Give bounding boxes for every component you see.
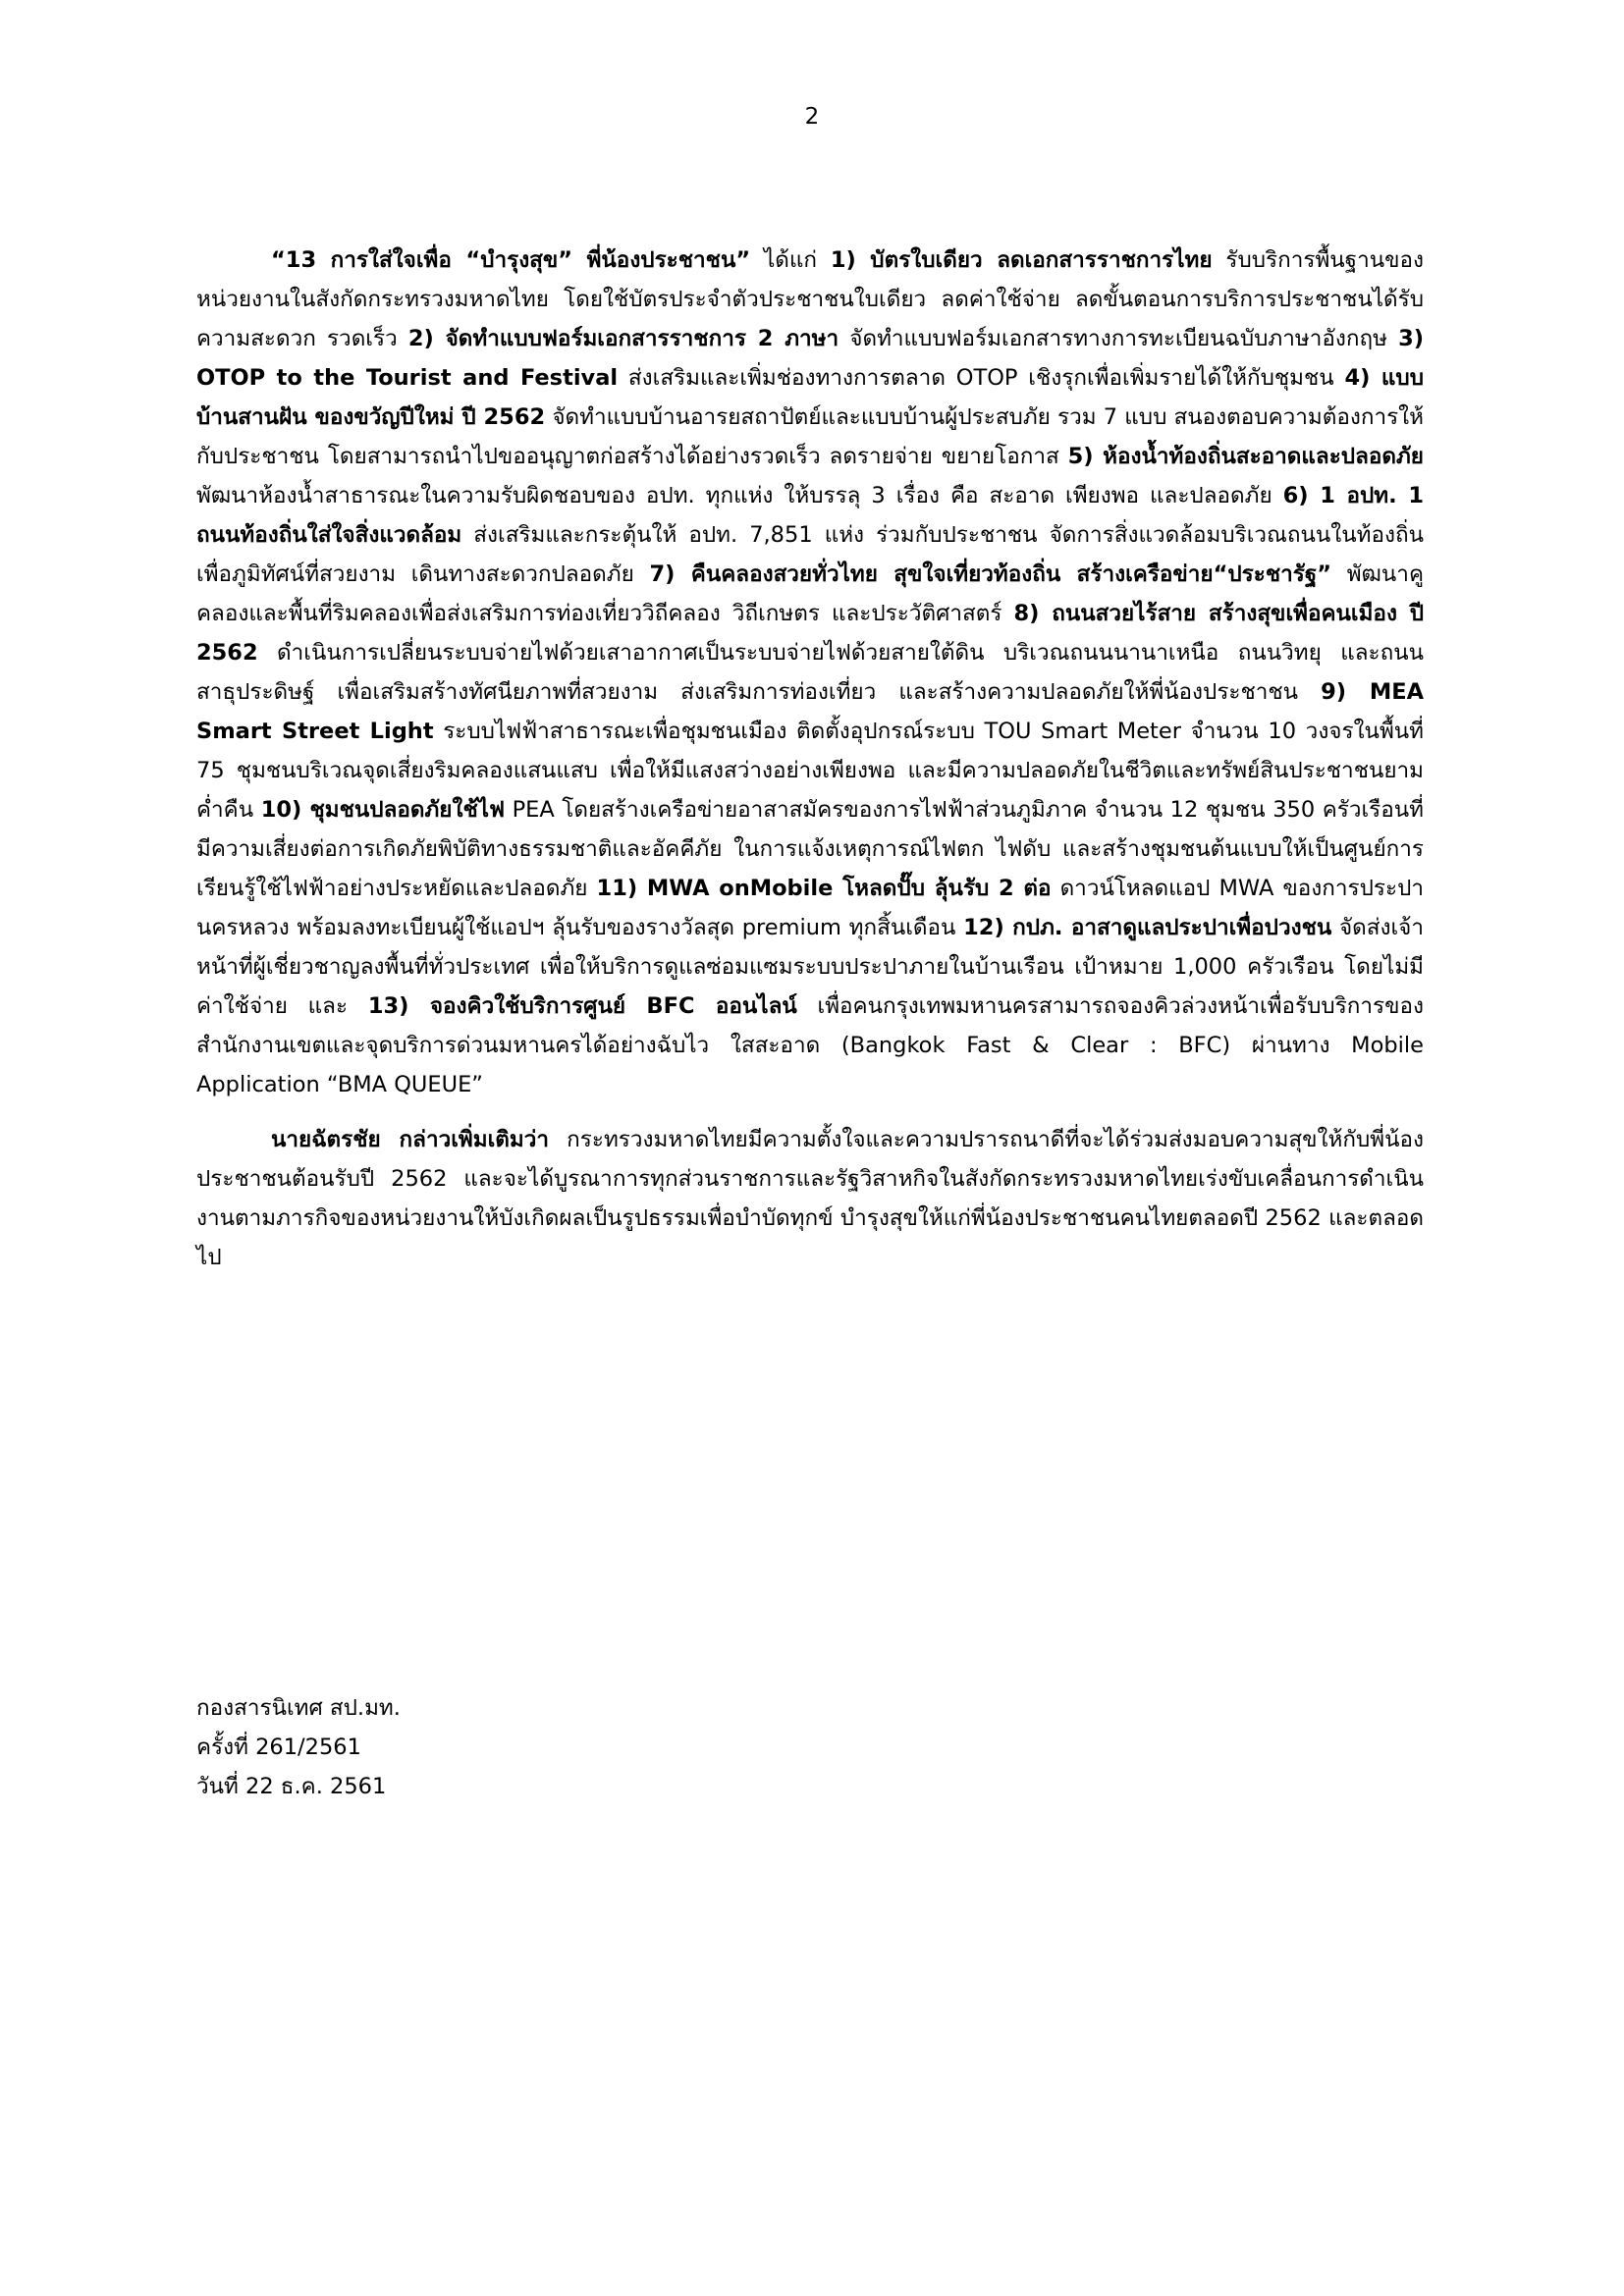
text-run: ได้แก่ — [750, 247, 831, 273]
text-run: จัดทำแบบบ้านอารยสถาปัตย์และแบบบ้านผู้ประสบภัย รวม 7 แบบ สนองตอบความต้องการให้กับประชาชน โดยสามารถนำไปขออนุญาตก่อสร้างได้อย่างรวดเร็ว ลดรายจ่าย ขยายโอกาส — [196, 404, 1424, 469]
bold-text-run: 2) จัดทำแบบฟอร์มเอกสารราชการ 2 ภาษา — [407, 326, 839, 351]
text-run: กระทรวงมหาดไทยมีความตั้งใจและความปรารถนาดีที่จะได้ร่วมส่งมอบความสุขให้กับพี่น้องประชาชนต้อนรับปี 2562 และจะได้บูรณาการทุกส่วนราชการและรัฐวิสาหกิจในสังกัดกระทรวงมหาดไทยเร่งขับเคลื่อนการดำเนินงานตามภารกิจของหน่วยงานให้บังเกิดผลเป็นรูปธรรมเพื่อบำบัดทุกข์ บำรุงสุขให้แก่พี่น้องประชาชนคนไทยตลอดปี 2562 และตลอดไป — [196, 1127, 1424, 1270]
paragraph-closing-statement — [196, 1120, 1424, 1277]
bold-text-run: 3) OTOP to the Tourist and Festival — [196, 326, 1425, 391]
document-footer — [196, 1688, 401, 1806]
bold-text-run: 8) ถนนสวยไร้สาย สร้างสุขเพื่อคนเมือง ปี 2562 — [196, 601, 1424, 666]
text-run: จัดส่งเจ้าหน้าที่ผู้เชี่ยวชาญลงพื้นที่ทั่วประเทศ เพื่อให้บริการดูแลซ่อมแซมระบบประปาภายในบ้านเรือน เป้าหมาย 1,000 ครัวเรือน โดยไม่มีค่าใช้จ่าย และ — [196, 915, 1424, 1019]
bold-text-run: 1) บัตรใบเดียว ลดเอกสารราชการไทย — [830, 247, 1213, 273]
text-run: จัดทำแบบฟอร์มเอกสารทางการทะเบียนฉบับภาษาอังกฤษ — [839, 326, 1399, 351]
footer-department: กองสารนิเทศ สป.มท. — [196, 1695, 401, 1721]
footer-issue-number: ครั้งที่ 261/2561 — [196, 1735, 361, 1760]
text-run: พัฒนาห้องน้ำสาธารณะในความรับผิดชอบของ อปท. ทุกแห่ง ให้บรรลุ 3 เรื่อง คือ สะอาด เพียงพอ และปลอดภัย — [196, 483, 1283, 508]
text-run: ส่งเสริมและเพิ่มช่องทางการตลาด OTOP เชิงรุกเพื่อเพิ่มรายได้ให้กับชุมชน — [618, 365, 1345, 391]
paragraph-13-measures — [196, 240, 1424, 1104]
bold-text-run: 6) 1 อปท. 1 ถนนท้องถิ่นใส่ใจสิ่งแวดล้อม — [196, 483, 1424, 548]
bold-text-run: 5) ห้องน้ำท้องถิ่นสะอาดและปลอดภัย — [1067, 444, 1424, 469]
text-run: พัฒนาคูคลองและพื้นที่ริมคลองเพื่อส่งเสริมการท่องเที่ยววิถีคลอง วิถีเกษตร และประวัติศาสตร์ — [196, 561, 1424, 626]
text-run: ส่งเสริมและกระตุ้นให้ อปท. 7,851 แห่ง ร่วมกับประชาชน จัดการสิ่งแวดล้อมบริเวณถนนในท้องถิ่น เพื่อภูมิทัศน์ที่สวยงาม เดินทางสะดวกปลอดภัย — [196, 522, 1424, 587]
bold-text-run: “13 การใส่ใจเพื่อ “บำรุงสุข” พี่น้องประชาชน” — [271, 247, 751, 273]
bold-text-run: 4) แบบบ้านสานฝัน ของขวัญปีใหม่ ปี 2562 — [196, 365, 1424, 430]
text-run: ดำเนินการเปลี่ยนระบบจ่ายไฟด้วยเสาอากาศเป็นระบบจ่ายไฟด้วยสายใต้ดิน บริเวณถนนนานาเหนือ ถนนวิทยุ และถนนสาธุประดิษฐ์ เพื่อเสริมสร้างทัศนียภาพที่สวยงาม ส่งเสริมการท่องเที่ยว และสร้างความปลอดภัยให้พี่น้องประชาชน — [196, 640, 1424, 705]
bold-text-run: 7) คืนคลองสวยทั่วไทย สุขใจเที่ยวท้องถิ่น สร้างเครือข่าย“ประชารัฐ” — [649, 561, 1332, 587]
text-run: ระบบไฟฟ้าสาธารณะเพื่อชุมชนเมือง ติดตั้งอุปกรณ์ระบบ TOU Smart Meter จำนวน 10 วงจรในพื้นที่ 75 ชุมชนบริเวณจุดเสี่ยงริมคลองแสนแสบ เพื่อให้มีแสงสว่างอย่างเพียงพอ และมีความปลอดภัยในชีวิตและทรัพย์สินประชาชนยามค่ำคืน — [196, 719, 1424, 823]
bold-text-run: 9) MEA Smart Street Light — [196, 679, 1424, 744]
page-number: 2 — [804, 104, 820, 130]
footer-date: วันที่ 22 ธ.ค. 2561 — [196, 1774, 387, 1799]
bold-text-run: 13) จองคิวใช้บริการศูนย์ BFC ออนไลน์ — [367, 993, 797, 1019]
bold-text-run: 12) กปภ. อาสาดูแลประปาเพื่อปวงชน — [963, 915, 1332, 940]
text-run: เพื่อคนกรุงเทพมหานครสามารถจองคิวล่วงหน้าเพื่อรับบริการของสำนักงานเขตและจุดบริการด่วนมหานครได้อย่างฉับไว ใสสะอาด (Bangkok Fast & Clear : BFC) ผ่านทาง Mobile Application “BMA QUEUE” — [196, 993, 1425, 1097]
bold-text-run: นายฉัตรชัย กล่าวเพิ่มเติมว่า — [271, 1127, 549, 1152]
text-run: PEA โดยสร้างเครือข่ายอาสาสมัครของการไฟฟ้าส่วนภูมิภาค จำนวน 12 ชุมชน 350 ครัวเรือนที่มีความเสี่ยงต่อการเกิดภัยพิบัติทางธรรมชาติและอัคคีภัย ในการแจ้งเหตุการณ์ไฟตก ไฟดับ และสร้างชุมชนต้นแบบให้เป็นศูนย์การเรียนรู้ใช้ไฟฟ้าอย่างประหยัดและปลอดภัย — [196, 797, 1424, 901]
document-body — [196, 240, 1424, 1277]
text-run: รับบริการพื้นฐานของหน่วยงานในสังกัดกระทรวงมหาดไทย โดยใช้บัตรประจำตัวประชาชนใบเดียว ลดค่าใช้จ่าย ลดขั้นตอนการบริการประชาชนได้รับความสะดวก รวดเร็ว — [196, 247, 1424, 351]
bold-text-run: 10) ชุมชนปลอดภัยใช้ไฟ — [260, 797, 505, 823]
text-run: ดาวน์โหลดแอป MWA ของการประปานครหลวง พร้อมลงทะเบียนผู้ใช้แอปฯ ลุ้นรับของรางวัลสุด premium ทุกสิ้นเดือน — [196, 876, 1424, 940]
bold-text-run: 11) MWA onMobile โหลดปั๊บ ลุ้นรับ 2 ต่อ — [596, 876, 1052, 901]
